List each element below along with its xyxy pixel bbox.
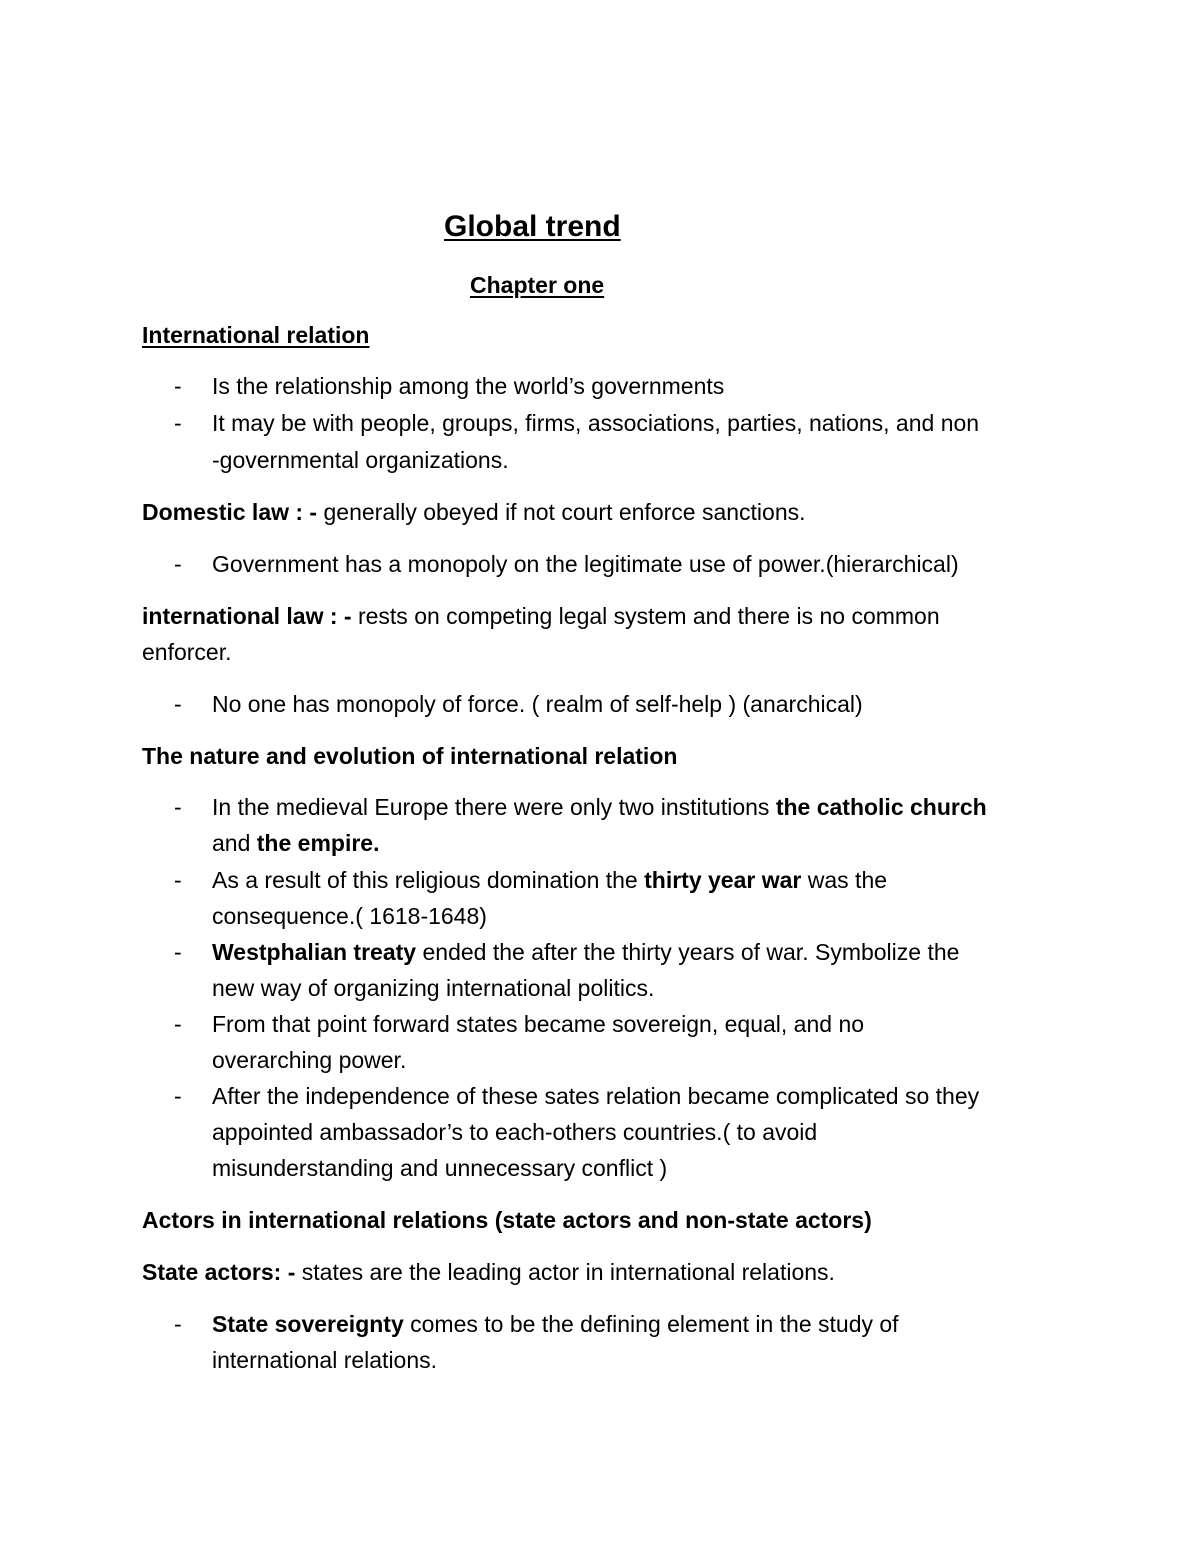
chapter-heading: Chapter one — [470, 272, 605, 298]
list-item — [212, 796, 987, 819]
bold-text-run: the catholic church — [775, 794, 987, 820]
list-item: After the independence of these sates relation became complicated so they — [212, 1083, 980, 1109]
list-item — [212, 941, 959, 964]
bullet-dash: - — [174, 1083, 182, 1109]
bullet-dash: - — [174, 939, 182, 965]
list-item-continuation: -governmental organizations. — [212, 447, 509, 473]
list-item: From that point forward states became sovereign, equal, and no — [212, 1011, 865, 1037]
list-item-continuation: appointed ambassador’s to each-others countries.( to avoid — [212, 1119, 818, 1145]
section-heading-actors: Actors in international relations (state actors and non-state actors) — [142, 1207, 872, 1233]
text-run: was the — [801, 867, 888, 893]
list-item — [212, 1313, 899, 1336]
bold-text-run: Westphalian treaty — [212, 939, 417, 965]
document-title: Global trend — [444, 210, 621, 243]
text-run: comes to be the defining element in the study of — [403, 1311, 899, 1337]
section-heading-international-relation: International relation — [142, 322, 370, 348]
bold-text-run: thirty year war — [644, 867, 802, 893]
list-item-continuation: overarching power. — [212, 1047, 407, 1073]
bullet-dash: - — [174, 794, 182, 820]
state-actors-paragraph — [142, 1261, 835, 1284]
text-run: As a result of this religious domination the — [212, 867, 645, 893]
state-actors-text: states are the leading actor in international relations. — [295, 1259, 835, 1285]
list-item — [212, 869, 887, 892]
bold-text-run: the empire. — [256, 830, 380, 856]
bullet-dash: - — [174, 691, 182, 717]
list-item-continuation: new way of organizing international politics. — [212, 975, 655, 1001]
list-item: No one has monopoly of force. ( realm of self-help ) (anarchical) — [212, 691, 863, 717]
bullet-dash: - — [174, 410, 182, 436]
list-item: Is the relationship among the world’s governments — [212, 373, 725, 399]
list-item-continuation: misunderstanding and unnecessary conflict ) — [212, 1155, 668, 1181]
bullet-dash: - — [174, 551, 182, 577]
list-item: It may be with people, groups, firms, associations, parties, nations, and non — [212, 410, 980, 436]
list-item-continuation: consequence.( 1618-1648) — [212, 903, 487, 929]
domestic-law-label: Domestic law : - — [142, 499, 318, 525]
international-law-paragraph — [142, 605, 940, 628]
list-item-continuation — [212, 832, 379, 855]
bullet-dash: - — [174, 1311, 182, 1337]
text-run: ended the after the thirty years of war. Symbolize the — [416, 939, 960, 965]
text-run: In the medieval Europe there were only two institutions — [212, 794, 776, 820]
international-law-label: international law : - — [142, 603, 352, 629]
text-run: and — [212, 830, 257, 856]
state-actors-label: State actors: - — [142, 1259, 296, 1285]
domestic-law-paragraph — [142, 501, 806, 524]
bullet-dash: - — [174, 1011, 182, 1037]
bold-text-run: State sovereignty — [212, 1311, 404, 1337]
bullet-dash: - — [174, 867, 182, 893]
section-heading-nature-evolution: The nature and evolution of international relation — [142, 743, 678, 769]
list-item: Government has a monopoly on the legitimate use of power.(hierarchical) — [212, 551, 959, 577]
international-law-continuation: enforcer. — [142, 639, 232, 665]
list-item-continuation: international relations. — [212, 1347, 438, 1373]
international-law-text: rests on competing legal system and there is no common — [351, 603, 940, 629]
domestic-law-text: generally obeyed if not court enforce sanctions. — [317, 499, 806, 525]
bullet-dash: - — [174, 373, 182, 399]
